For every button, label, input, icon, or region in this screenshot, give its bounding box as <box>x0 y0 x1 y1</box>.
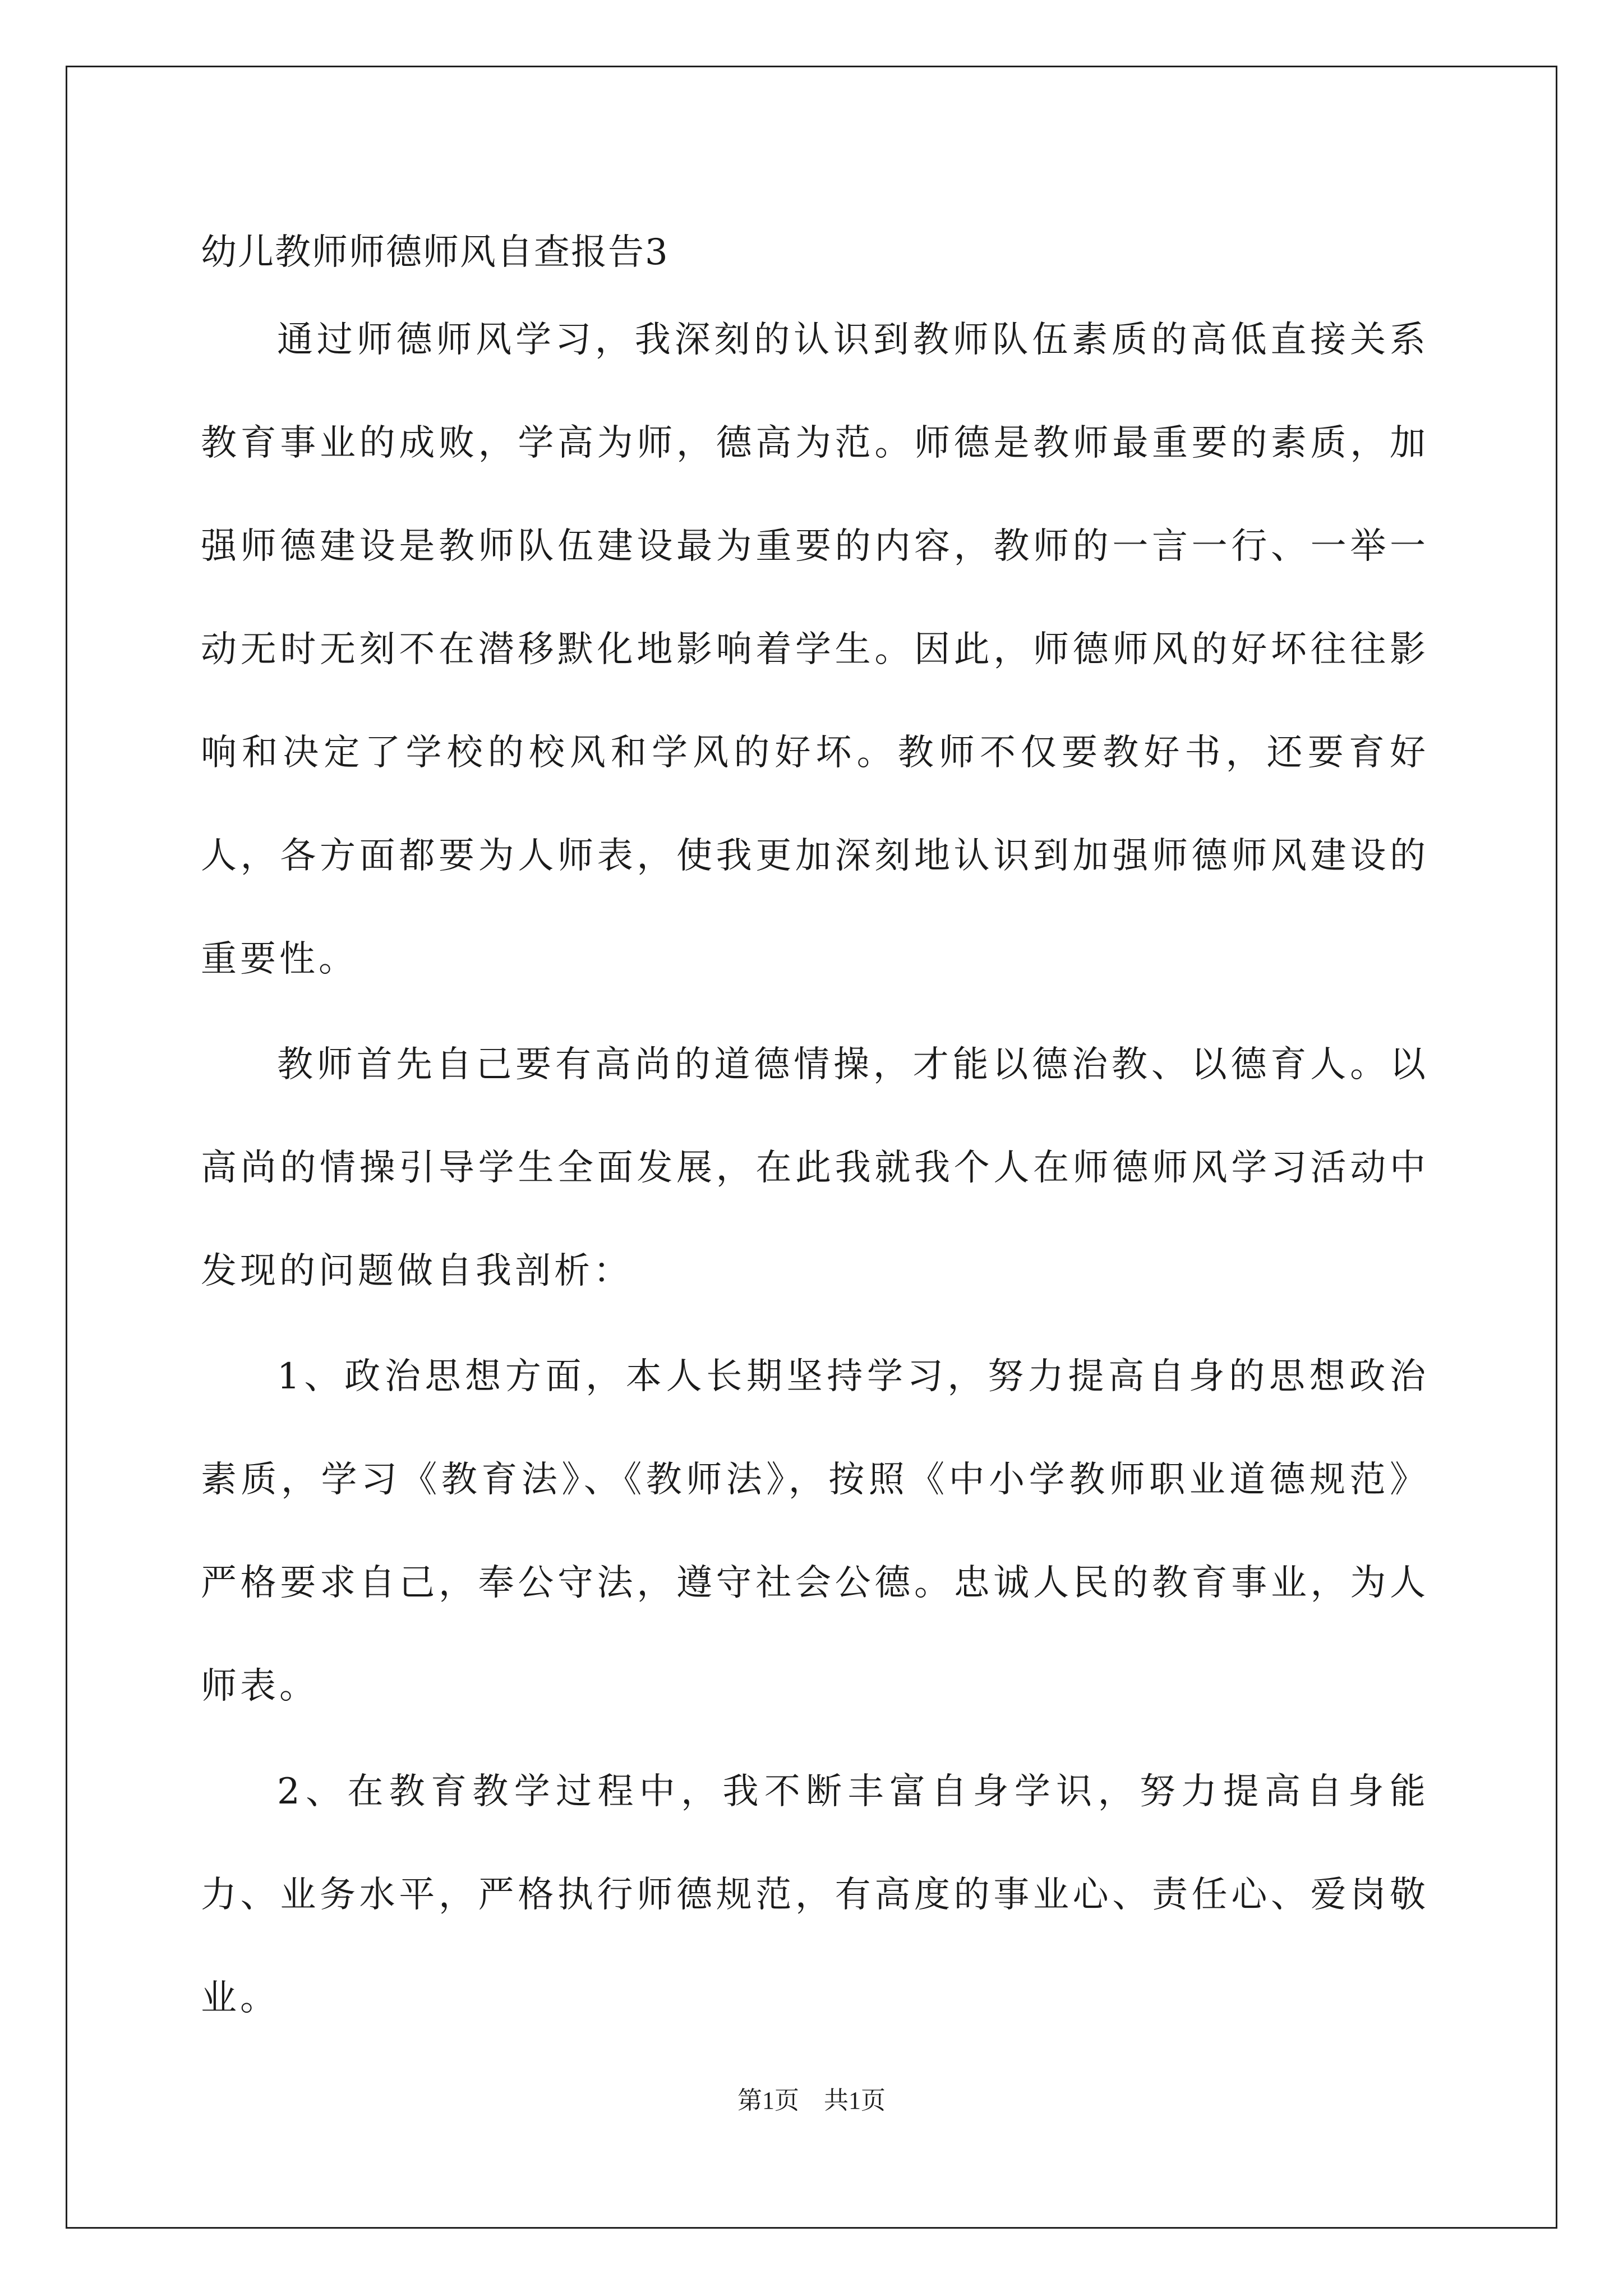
document-body <box>201 219 1429 2050</box>
page-number: 第1页 <box>737 2087 799 2114</box>
paragraph-intro: 通过师德师风学习，我深刻的认识到教师队伍素质的高低直接关系教育事业的成败，学高为师，德高为范。师德是教师最重要的素质，加强师德建设是教师队伍建设最为重要的内容，教师的一言一行、一举一动无时无刻不在潜移默化地影响着学生。因此，师德师风的好坏往往影响和决定了学校的校风和学风的好坏。教师不仅要教好书，还要育好人，各方面都要为人师表，使我更加深刻地认识到加强师德师风建设的重要性。 <box>201 319 1429 980</box>
page-footer <box>0 2084 1623 2118</box>
paragraph-item-2: 2、在教育教学过程中，我不断丰富自身学识，努力提高自身能力、业务水平，严格执行师德规范，有高度的事业心、责任心、爱岗敬业。 <box>201 1771 1429 2019</box>
page-total: 共1页 <box>824 2087 886 2114</box>
paragraph-item-1: 1、政治思想方面，本人长期坚持学习，努力提高自身的思想政治素质，学习《教育法》、《教师法》，按照《中小学教师职业道德规范》严格要求自己，奉公守法，遵守社会公德。忠诚人民的教育事业，为人师表。 <box>201 1356 1429 1707</box>
document-title: 幼儿教师师德师风自查报告3 <box>201 232 669 273</box>
paragraph-self-analysis: 教师首先自己要有高尚的道德情操，才能以德治教、以德育人。以高尚的情操引导学生全面发展，在此我就我个人在师德师风学习活动中发现的问题做自我剖析： <box>201 1044 1429 1292</box>
